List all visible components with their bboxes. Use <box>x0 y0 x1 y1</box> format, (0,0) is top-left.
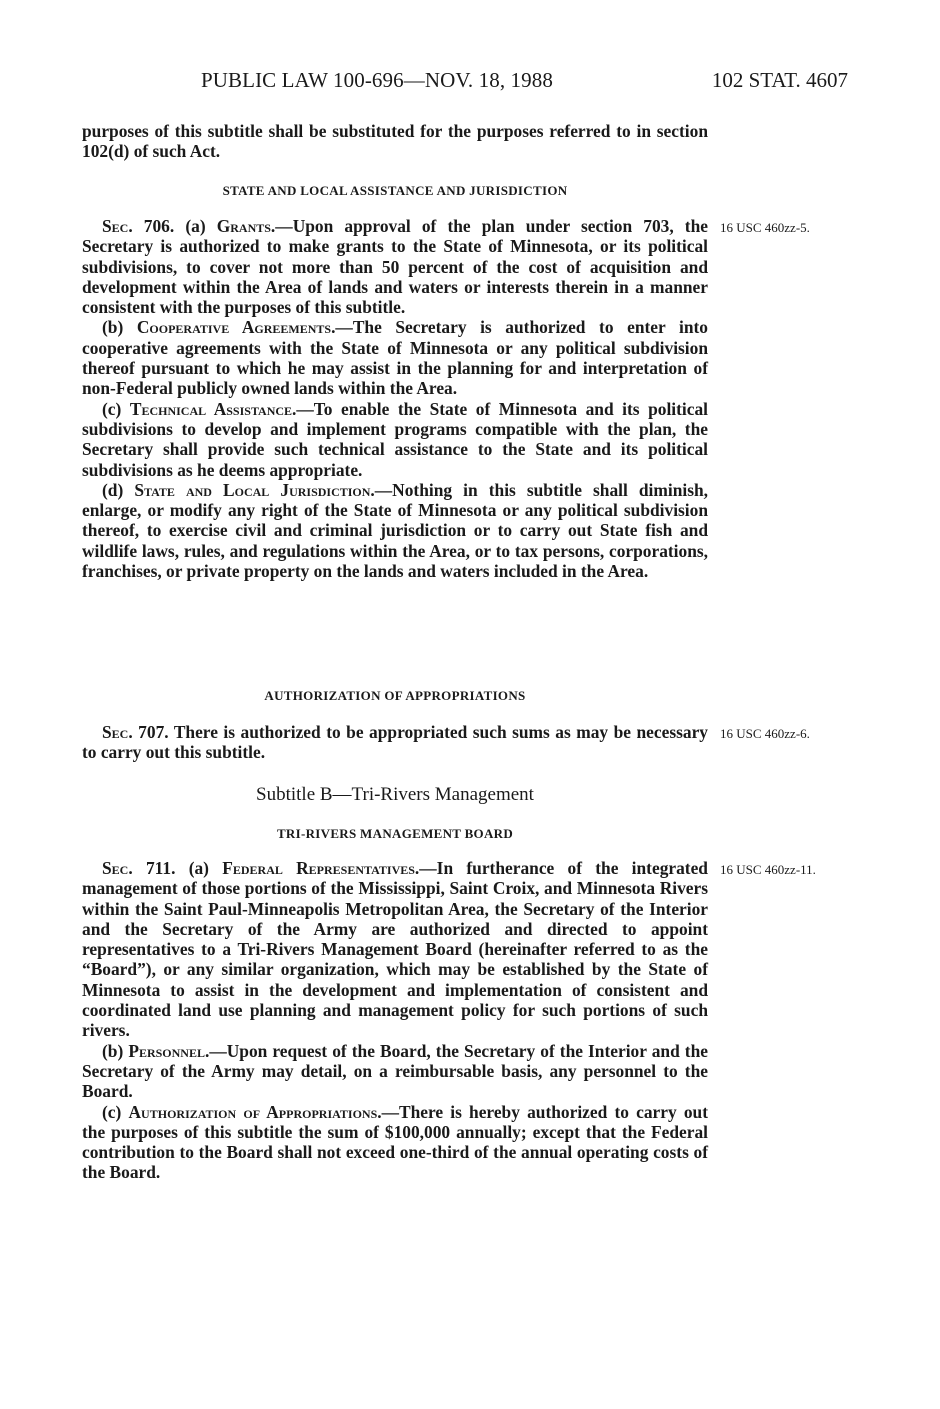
section-706-d <box>82 480 708 581</box>
para-711-a-text: —In furtherance of the integrated management of those portions of the Mississippi, Saint Croix, and Minnesota Rivers within the Saint Paul-Minneapolis Metropolitan Area, the Secretary of the Interior and the Secretary of the Army are authorized and directed to appoint representatives to a Tri-Rivers Management Board (hereinafter referred to as the “Board”), or any similar organization, which may be established by the State of Minnesota to assist in the development and implementation of consistent and coordinated land use planning and management policy for such portions of such rivers. <box>82 858 708 1041</box>
para-711-a-letter: (a) <box>188 858 209 878</box>
para-706-a-title: Grants. <box>216 216 276 236</box>
para-706-d-letter: (d) <box>102 479 124 500</box>
section-706-a <box>82 216 708 317</box>
para-711-b-text: —Upon request of the Board, the Secretary of the Interior and the Secretary of the Army may detail, on a reimbursable basis, any personnel to the Board. <box>82 1040 708 1102</box>
section-706-body <box>82 216 708 581</box>
section-707-body <box>82 722 708 763</box>
section-711-heading: TRI-RIVERS MANAGEMENT BOARD <box>276 826 514 841</box>
margin-note-706: 16 USC 460zz-5. <box>720 220 810 235</box>
subtitle-b-title: Subtitle B—Tri-Rivers Management <box>256 784 534 805</box>
section-711-b <box>82 1041 708 1102</box>
para-711-c-text: —There is hereby authorized to carry out the purposes of this subtitle the sum of $100,000 annually; except that the Federal contribution to the Board shall not exceed one-third of the annual operating costs of the Board. <box>82 1101 708 1183</box>
margin-note-711: 16 USC 460zz-11. <box>720 862 816 877</box>
para-706-d-title: State and Local Jurisdiction. <box>134 479 375 500</box>
intro-block <box>82 121 708 162</box>
section-711-c <box>82 1102 708 1183</box>
running-header-stat: 102 STAT. 4607 <box>711 68 848 92</box>
para-711-b-title: Personnel. <box>128 1040 210 1061</box>
intro-paragraph: purposes of this subtitle shall be substituted for the purposes referred to in section 102(d) of such Act. <box>82 121 708 162</box>
section-707-paragraph <box>82 722 708 763</box>
para-707-text: There is authorized to be appropriated such sums as may be necessary to carry out this subtitle. <box>82 722 708 763</box>
para-711-c-letter: (c) <box>102 1101 122 1122</box>
para-706-b-letter: (b) <box>102 317 124 338</box>
sec-706-label: Sec. 706. <box>102 216 175 236</box>
section-707-heading: AUTHORIZATION OF APPROPRIATIONS <box>264 688 526 703</box>
para-706-c-title: Technical Assistance. <box>129 398 297 419</box>
sec-711-label: Sec. 711. <box>102 858 176 878</box>
section-706-b <box>82 317 708 398</box>
section-706-c <box>82 399 708 480</box>
para-706-d-text: —Nothing in this subtitle shall diminish, enlarge, or modify any right of the State of Minnesota or any political subdivision thereof, to exercise civil and criminal jurisdiction or to carry out State fish and wildlife laws, rules, and regulations within the Area, or to tax persons, corporations, franchises, or private property on the lands and waters included in the Area. <box>82 479 708 582</box>
para-706-c-letter: (c) <box>102 398 122 419</box>
para-711-c-title: Authorization of Appropriations. <box>128 1101 382 1122</box>
section-711-body <box>82 858 708 1183</box>
para-706-b-title: Cooperative Agreements. <box>136 317 336 338</box>
sec-707-label: Sec. 707. <box>102 722 169 742</box>
para-711-b-letter: (b) <box>102 1040 124 1061</box>
para-706-a-letter: (a) <box>185 216 206 236</box>
margin-note-707: 16 USC 460zz-6. <box>720 726 810 741</box>
section-711-a <box>82 858 708 1041</box>
para-711-a-title: Federal Representatives. <box>222 858 420 878</box>
section-706-heading: STATE AND LOCAL ASSISTANCE AND JURISDICTION <box>222 183 568 198</box>
running-header-law: PUBLIC LAW 100-696—NOV. 18, 1988 <box>201 68 553 92</box>
para-706-b-text: —The Secretary is authorized to enter into cooperative agreements with the State of Minnesota or any political subdivision thereof pursuant to which he may assist in the planning for and interpretation of non-Federal publicly owned lands within the Area. <box>82 317 708 399</box>
para-706-c-text: —To enable the State of Minnesota and its political subdivisions to develop and implement programs compatible with the plan, the Secretary shall provide such technical assistance to the State and its political subdivisions as he deems appropriate. <box>82 398 708 480</box>
para-706-a-text: —Upon approval of the plan under section 703, the Secretary is authorized to make grants to the State of Minnesota, or its political subdivisions, to cover not more than 50 percent of the cost of acquisition and development within the Area of lands and waters or interests therein in a manner consistent with the purposes of this subtitle. <box>82 216 708 318</box>
